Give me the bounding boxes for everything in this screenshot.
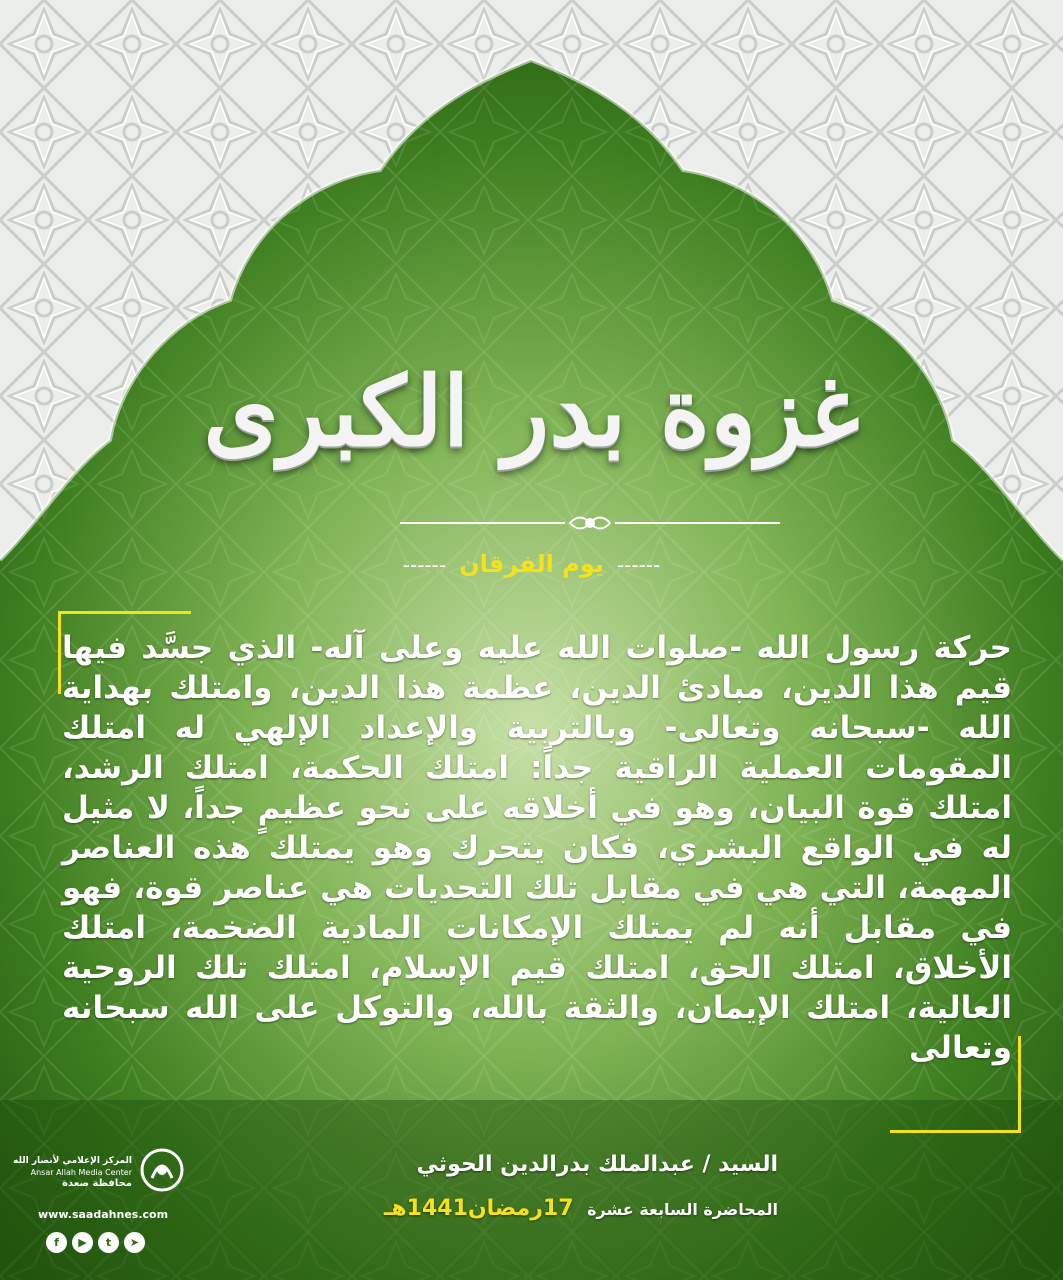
telegram-icon[interactable]: ➤ <box>124 1232 145 1253</box>
youtube-icon[interactable]: ▶ <box>72 1232 93 1253</box>
subtitle: يوم الفرقان <box>459 550 604 578</box>
twitter-icon[interactable]: t <box>98 1232 119 1253</box>
author-name: السيد / عبدالملك بدرالدين الحوثي <box>416 1152 778 1177</box>
logo-emblem-icon <box>140 1148 184 1192</box>
lecture-date: 17رمضان1441هـ <box>383 1196 574 1221</box>
logo-name-en: Ansar Allah Media Center <box>30 1168 132 1177</box>
logo-name-ar: المركز الإعلامي لأنصار الله <box>13 1156 132 1166</box>
subtitle-row <box>0 550 1063 578</box>
title-ornament <box>400 512 780 534</box>
dash-divider-right: ------ <box>616 553 661 577</box>
social-icons <box>46 1232 145 1253</box>
dash-divider-left: ------ <box>402 553 447 577</box>
lecture-line <box>384 1196 778 1221</box>
lecture-label: المحاضرة السابعة عشرة <box>587 1200 778 1219</box>
website-link[interactable]: www.saadahnes.com <box>38 1208 169 1221</box>
logo-region: محافظة صعدة <box>62 1178 132 1189</box>
quote-body: حركة رسول الله -صلوات الله عليه وعلى آله- الذي جسَّد فيها قيم هذا الدين، مبادئ الدين، عظمة هذا الدين، وامتلك بهداية الله -سبحانه وتعالى- وبالتربية والإعداد الإلهي له امتلك المقومات العملية الراقية جداً: امتلك الحكمة، امتلك الرشد، امتلك قوة البيان، وهو في أخلاقه على نحو عظيمٍ جداً، لا مثيل له في الواقع البشري، فكان يتحرك وهو يمتلك هذه العناصر المهمة، التي هي في مقابل تلك التحديات هي عناصر قوة، فهو في مقابل أنه لم يمتلك الإمكانات المادية الضخمة، امتلك الأخلاق، امتلك الحق، امتلك قيم الإسلام، امتلك تلك الروحية العالية، امتلك الإيمان، والثقة بالله، والتوكل على الله سبحانه وتعالى <box>62 630 1012 1066</box>
facebook-icon[interactable]: f <box>46 1232 67 1253</box>
page-title: غزوة بدر الكبرى <box>203 355 860 468</box>
